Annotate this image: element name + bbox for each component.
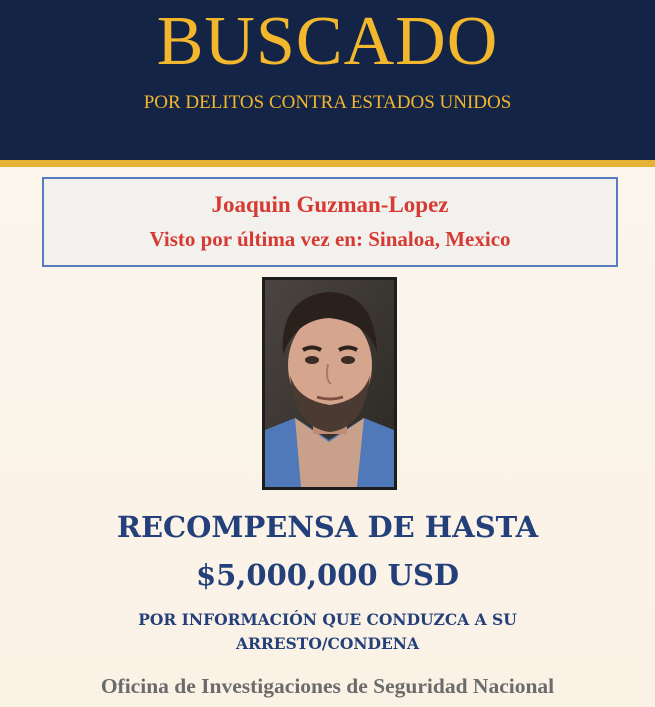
reward-condition-line2: ARRESTO/CONDENA bbox=[236, 634, 419, 653]
subject-name: Joaquin Guzman-Lopez bbox=[211, 192, 449, 217]
gold-divider bbox=[0, 160, 655, 167]
subject-info-box bbox=[42, 177, 618, 267]
poster-subtitle: POR DELITOS CONTRA ESTADOS UNIDOS bbox=[143, 92, 512, 113]
portrait-image bbox=[265, 280, 394, 487]
reward-amount: $5,000,000 USD bbox=[195, 558, 460, 592]
reward-condition-line1: POR INFORMACIÓN QUE CONDUZCA A SU bbox=[138, 610, 517, 629]
poster-title: BUSCADO bbox=[156, 3, 499, 80]
reward-heading: RECOMPENSA DE HASTA bbox=[116, 510, 539, 544]
subject-photo bbox=[262, 277, 397, 490]
issuing-agency: Oficina de Investigaciones de Seguridad Nacional bbox=[100, 674, 555, 698]
last-seen-location: Visto por última vez en: Sinaloa, Mexico bbox=[149, 227, 511, 251]
reward-condition bbox=[0, 608, 655, 656]
